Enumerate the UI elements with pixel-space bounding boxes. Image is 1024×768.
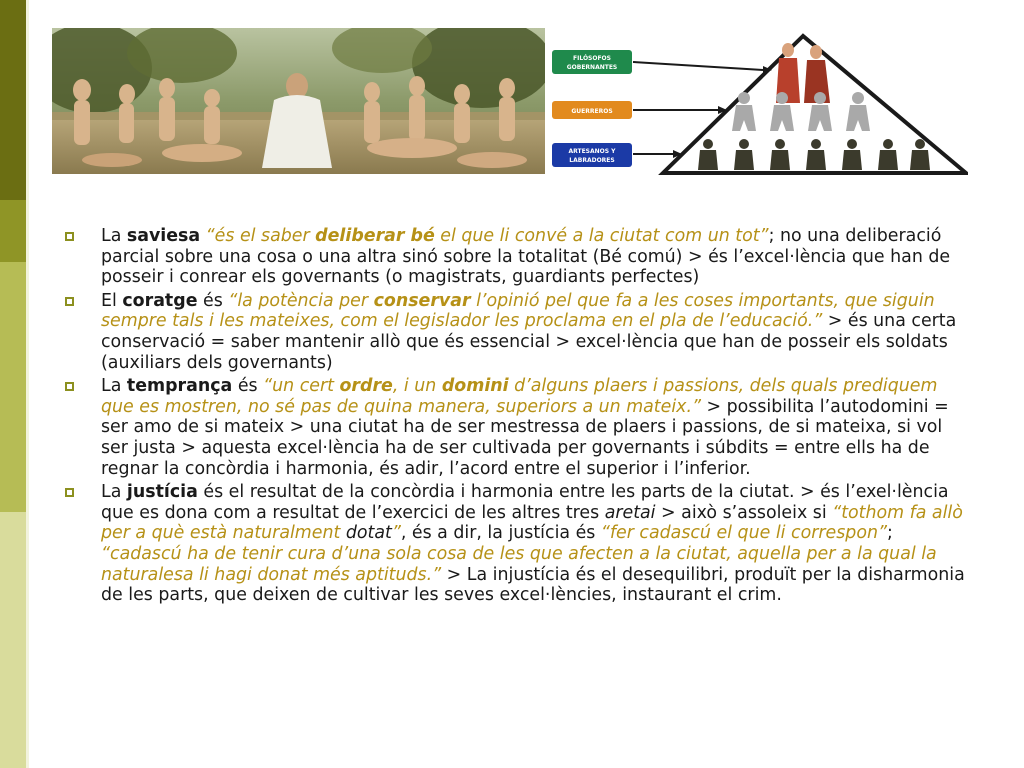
text: El [101, 290, 123, 311]
text: ; [887, 523, 893, 544]
painting-svg [52, 28, 545, 174]
side-bar-edge [26, 0, 29, 768]
side-bar-olive [0, 200, 26, 262]
label-artisans-2: LABRADORES [569, 157, 615, 164]
bullet-item-saviesa [62, 226, 972, 288]
square-bullet-icon [65, 297, 74, 306]
quote-text: “un cert [263, 376, 340, 397]
quote-bold: conservar [373, 290, 471, 311]
society-pyramid-diagram [548, 28, 968, 178]
side-bar-light-olive [0, 262, 26, 512]
text: La [101, 482, 127, 503]
square-bullet-icon [65, 488, 74, 497]
text: , és a dir, la justícia és [400, 523, 601, 544]
quote-text: d’alguns plaers i passions, dels quals prediquem que es mostren, no sé pas de quina manera, superiors a un mateix.” [101, 376, 938, 417]
side-bar-pale [0, 512, 26, 768]
term-aretai: aretai [604, 502, 656, 523]
quote-text: el que li convé a la ciutat com un tot” [434, 226, 769, 246]
bullet-item-temprança [62, 376, 972, 479]
quote: “fer cadascú el que li correspon” [600, 523, 887, 544]
label-artisans-1: ARTESANOS Y [568, 148, 616, 155]
bullet-item-justícia [62, 482, 972, 606]
term-temprança: temprança [126, 376, 233, 397]
side-bar-dark [0, 0, 26, 200]
bullet-item-coratge [62, 291, 972, 373]
text: és [197, 290, 229, 311]
text: > possibilita l’autodomini = ser amo de si mateix > una ciutat ha de ser mestressa de plaers i passions, de si mateixa, si vol ser justa > aquesta excel·lència ha de ser cultivada per governants i súbdits = entre ells ha de regnar la concòrdia i harmonia, és adir, l’acord entre el superior i l’inferior. [101, 396, 949, 479]
quote: “cadascú ha de tenir cura d’una sola cosa de les que afecten a la ciutat, aquella per a la qual la naturalesa li hagi donat més aptituds.” [101, 543, 937, 585]
label-philosophers-1: FILÓSOFOS [573, 55, 611, 62]
term-justícia: justícia [126, 482, 198, 503]
quote-bold: deliberar bé [315, 226, 435, 246]
text: > això s’assoleix si [655, 502, 833, 523]
quote-text: “la potència per [228, 290, 374, 311]
quote-text: “és el saber [205, 226, 316, 246]
quote-text: , i un [392, 376, 442, 397]
quote-text: l’opinió pel que fa a les coses importants, que siguin sempre tals i les mateixes, com el legislador les proclama en el pla de l’educació.” [101, 290, 935, 332]
quote-text: “tothom fa allò per a què està naturalment [101, 502, 963, 544]
text: és [232, 376, 264, 397]
pyramid-svg [548, 28, 968, 178]
arrow-top [633, 62, 763, 70]
text: és el resultat de la concòrdia i harmonia entre les parts de la ciutat. > és l’exel·lència que es dona com a resultat de l’exercici de les altres tres [101, 482, 949, 523]
bullet-list [62, 226, 972, 609]
text: La [101, 376, 127, 397]
quote-dotat: dotat [345, 523, 392, 544]
painting-image [52, 28, 545, 174]
quote [206, 226, 769, 246]
text: > La injustícia és el desequilibri, produït per la disharmonia de les parts, que deixen de cultivar les seves excel·lències, instaurant el crim. [101, 564, 965, 606]
label-philosophers-2: GOBERNANTES [566, 64, 618, 71]
square-bullet-icon [65, 232, 74, 241]
text: La [101, 226, 127, 246]
label-warriors: GUERREROS [571, 108, 613, 115]
term-coratge: coratge [122, 290, 198, 311]
square-bullet-icon [65, 382, 74, 391]
quote-text: ” [391, 523, 401, 544]
term-saviesa: saviesa [126, 226, 201, 246]
text: ; no una deliberació parcial sobre una cosa o una altra sinó sobre la totalitat (Bé comú) > és l’excel·lència que han de posseir i conrear els governants (o magistrats, guardiants perfectes) [101, 226, 951, 288]
quote-bold: domini [441, 376, 509, 397]
text: > és una certa conservació = saber mantenir allò que és essencial > excel·lència que han de posseir els soldats (auxiliars dels governants) [101, 311, 957, 373]
quote-bold: ordre [339, 376, 393, 397]
